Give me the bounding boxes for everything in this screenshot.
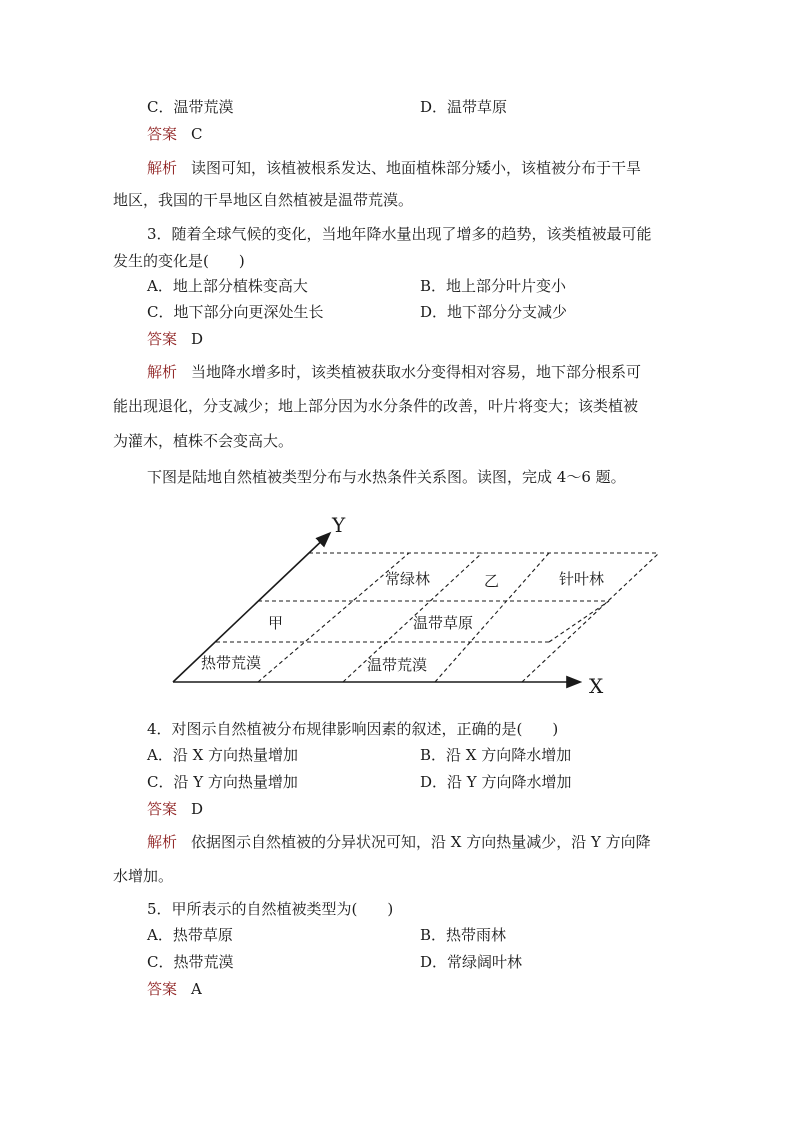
y-axis-label: Y — [332, 513, 346, 537]
q2-analysis-line2: 地区，我国的干旱地区自然植被是温带荒漠。 — [113, 191, 414, 209]
q4-analysis-line1 — [147, 832, 651, 852]
q3-option-a: A．地上部分植株变高大 — [147, 277, 308, 295]
answer-value: D — [191, 800, 204, 818]
cell-conifer: 针叶林 — [559, 570, 605, 588]
analysis-label: 解析 — [147, 833, 178, 851]
q2-analysis-line1 — [147, 158, 641, 178]
q3-option-b: B．地上部分叶片变小 — [420, 277, 567, 295]
q3-analysis-line1 — [147, 362, 641, 382]
q4-option-b: B．沿 X 方向降水增加 — [420, 746, 572, 764]
analysis-text: 当地降水增多时，该类植被获取水分变得相对容易，地下部分根系可 — [191, 363, 642, 381]
vegetation-diagram-svg — [147, 500, 677, 712]
q2-option-d: D．温带草原 — [420, 98, 508, 116]
q5-option-d: D．常绿阔叶林 — [420, 953, 523, 971]
x-axis-label: X — [589, 674, 604, 698]
answer-label: 答案 — [147, 980, 178, 998]
cell-tropical-desert: 热带荒漠 — [201, 654, 262, 672]
q3-option-d: D．地下部分分支减少 — [420, 303, 568, 321]
answer-label: 答案 — [147, 125, 178, 143]
answer-value: D — [191, 330, 204, 348]
q2-answer — [147, 124, 203, 144]
answer-label: 答案 — [147, 800, 178, 818]
cell-temperate-steppe: 温带草原 — [413, 614, 474, 632]
vegetation-diagram — [147, 500, 677, 712]
cell-evergreen: 常绿林 — [385, 570, 431, 588]
q4-option-d: D．沿 Y 方向降水增加 — [420, 773, 572, 791]
q5-stem: 5．甲所表示的自然植被类型为( ) — [147, 900, 394, 918]
q3-stem-line1: 3．随着全球气候的变化，当地年降水量出现了增多的趋势，该类植被最可能 — [147, 225, 652, 243]
analysis-text: 读图可知，该植被根系发达、地面植株部分矮小，该植被分布于干旱 — [191, 159, 642, 177]
q3-analysis-line2: 能出现退化，分支减少；地上部分因为水分条件的改善，叶片将变大；该类植被 — [113, 397, 639, 415]
analysis-label: 解析 — [147, 159, 178, 177]
answer-value: C — [191, 125, 203, 143]
q3-option-c: C．地下部分向更深处生长 — [147, 303, 324, 321]
analysis-label: 解析 — [147, 363, 178, 381]
q5-answer — [147, 979, 202, 999]
cell-yi: 乙 — [484, 572, 500, 590]
q4-option-c: C．沿 Y 方向热量增加 — [147, 773, 298, 791]
q2-option-c: C．温带荒漠 — [147, 98, 234, 116]
answer-label: 答案 — [147, 330, 178, 348]
q4-stem: 4．对图示自然植被分布规律影响因素的叙述，正确的是( ) — [147, 720, 559, 738]
cell-jia: 甲 — [268, 614, 284, 632]
q5-option-b: B．热带雨林 — [420, 926, 507, 944]
q4-option-a: A．沿 X 方向热量增加 — [147, 746, 299, 764]
q4-analysis-line2: 水增加。 — [113, 867, 174, 885]
q3-analysis-line3: 为灌木，植株不会变高大。 — [113, 432, 294, 450]
q3-stem-line2: 发生的变化是( ) — [113, 252, 245, 270]
q5-option-c: C．热带荒漠 — [147, 953, 234, 971]
figure-intro: 下图是陆地自然植被类型分布与水热条件关系图。读图，完成 4～6 题。 — [147, 468, 626, 486]
q4-answer — [147, 799, 203, 819]
q3-answer — [147, 329, 203, 349]
analysis-text: 依据图示自然植被的分异状况可知，沿 X 方向热量减少，沿 Y 方向降 — [191, 833, 651, 851]
q5-option-a: A．热带草原 — [147, 926, 233, 944]
cell-temperate-desert: 温带荒漠 — [367, 656, 428, 674]
answer-value: A — [191, 980, 202, 998]
